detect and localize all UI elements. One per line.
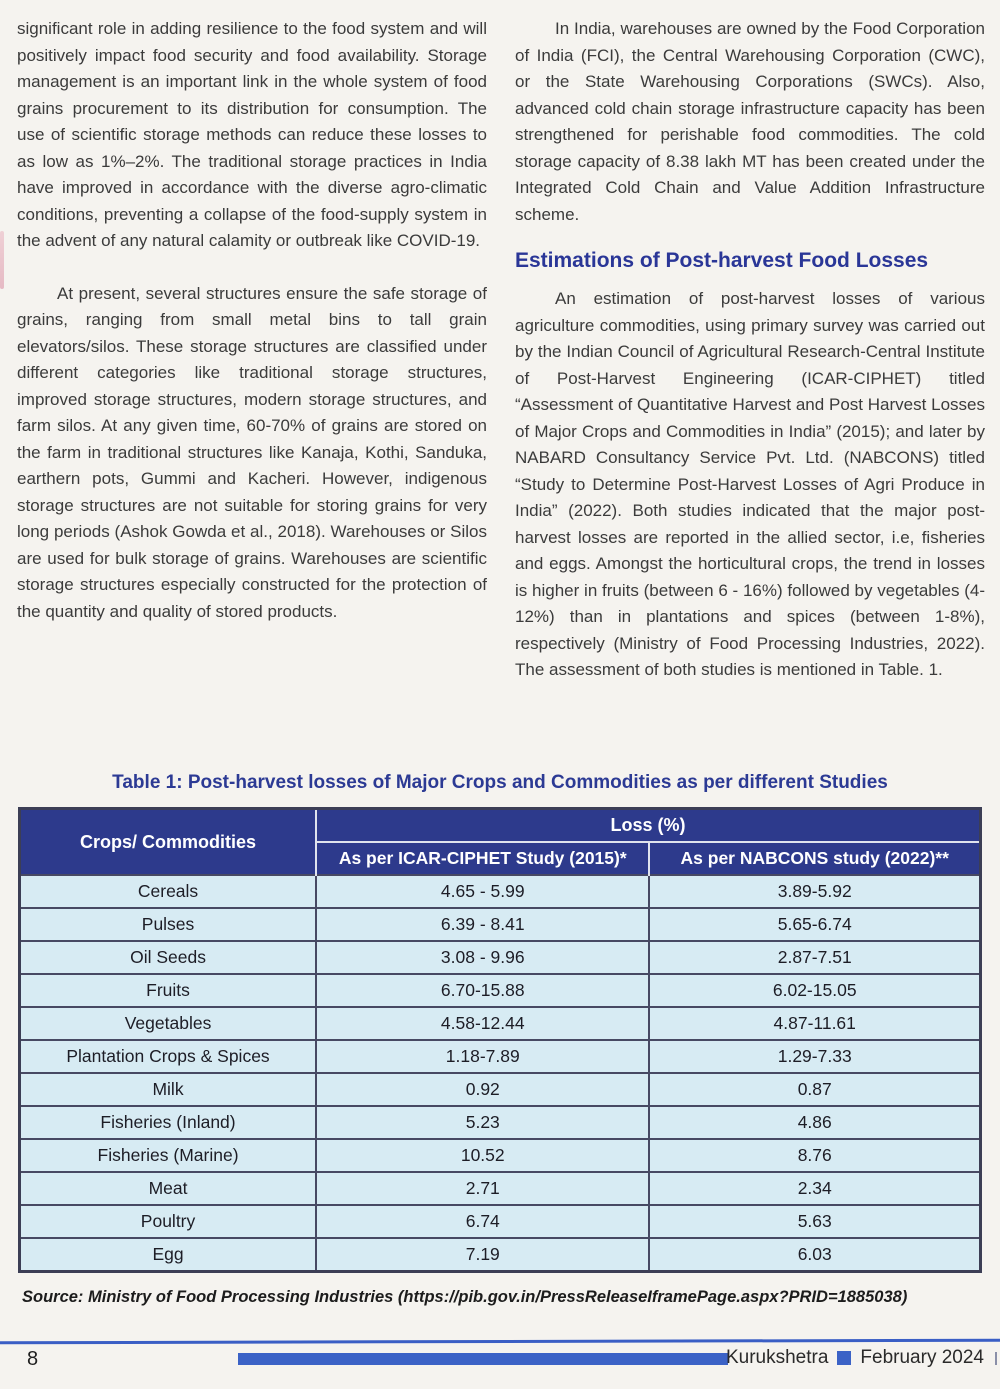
study1-cell: 3.08 - 9.96 bbox=[316, 941, 649, 974]
crop-cell: Cereals bbox=[21, 875, 316, 908]
crop-cell: Fisheries (Inland) bbox=[21, 1106, 316, 1139]
table-row bbox=[21, 1106, 979, 1139]
table-row bbox=[21, 1238, 979, 1270]
study2-cell: 2.34 bbox=[649, 1172, 979, 1205]
footer-rule bbox=[0, 1339, 1000, 1345]
losses-table bbox=[21, 810, 979, 1270]
footer-square-icon bbox=[837, 1351, 851, 1365]
table-row bbox=[21, 875, 979, 908]
paragraph: In India, warehouses are owned by the Food Corporation of India (FCI), the Central Warehousing Corporation (CWC), or the State Warehousing Corporations (SWCs). Also, advanced cold chain storage infrastructure capacity has been strengthened for perishable food commodities. The cold storage capacity of 8.38 lakh MT has been created under the Integrated Cold Chain and Value Addition Infrastructure scheme. bbox=[515, 19, 985, 224]
study1-cell: 6.39 - 8.41 bbox=[316, 908, 649, 941]
table-row bbox=[21, 974, 979, 1007]
section-heading: Estimations of Post-harvest Food Losses bbox=[515, 249, 929, 272]
study2-cell: 5.65-6.74 bbox=[649, 908, 979, 941]
header-crops-commodities: Crops/ Commodities bbox=[21, 810, 316, 875]
study1-cell: 6.74 bbox=[316, 1205, 649, 1238]
table-row bbox=[21, 941, 979, 974]
table-title: Table 1: Post-harvest losses of Major Crops and Commodities as per different Studies bbox=[112, 772, 888, 793]
table-row bbox=[21, 1172, 979, 1205]
study1-cell: 2.71 bbox=[316, 1172, 649, 1205]
study2-cell: 0.87 bbox=[649, 1073, 979, 1106]
paragraph: At present, several structures ensure the safe storage of grains, ranging from small metal bins to tall grain elevators/silos. These storage structures are classified under different categories like traditional storage structures, improved storage structures, modern storage structures, and farm silos. At any given time, 60-70% of grains are stored on the farm in traditional structures like Kanaja, Kothi, Sanduka, earthern pots, Gummi and Kacheri. However, indigenous storage structures are not suitable for storing grains for very long periods (Ashok Gowda et al., 2018). Warehouses or Silos are used for bulk storage of grains. Warehouses are scientific storage structures especially constructed for the protection of the quantity and quality of stored products. bbox=[17, 283, 487, 621]
crop-cell: Plantation Crops & Spices bbox=[21, 1040, 316, 1073]
header-loss-percent: Loss (%) bbox=[316, 810, 979, 842]
study2-cell: 2.87-7.51 bbox=[649, 941, 979, 974]
header-icar-ciphet-study: As per ICAR-CIPHET Study (2015)* bbox=[316, 842, 649, 875]
table-row bbox=[21, 1205, 979, 1238]
scan-artifact bbox=[0, 231, 4, 289]
table-row bbox=[21, 1139, 979, 1172]
table-row bbox=[21, 1040, 979, 1073]
footer-edge-mark bbox=[995, 1352, 997, 1365]
crop-cell: Poultry bbox=[21, 1205, 316, 1238]
header-nabcons-study: As per NABCONS study (2022)** bbox=[649, 842, 979, 875]
table-header bbox=[21, 810, 979, 875]
study2-cell: 6.03 bbox=[649, 1238, 979, 1270]
study2-cell: 5.63 bbox=[649, 1205, 979, 1238]
paragraph: An estimation of post-harvest losses of various agriculture commodities, using primary survey was carried out by the Indian Council of Agricultural Research-Central Institute of Post-Harvest Engineering (ICAR-CIPHET) titled “Assessment of Quantitative Harvest and Post Harvest Losses of Major Crops and Commodities in India” (2015); and later by NABARD Consultancy Service Pvt. Ltd. (NABCONS) titled “Study to Determine Post-Harvest Losses of Agri Produce in India” (2022). Both studies indicated that the major post-harvest losses are reported in the allied sector, i.e, fisheries and eggs. Amongst the horticultural crops, the trend in losses is higher in fruits (between 6 - 16%) followed by vegetables (4-12%) than in plantations and spices (between 1-8%), respectively (Ministry of Food Processing Industries, 2022). The assessment of both studies is mentioned in Table. 1. bbox=[515, 289, 985, 679]
study2-cell: 1.29-7.33 bbox=[649, 1040, 979, 1073]
study2-cell: 6.02-15.05 bbox=[649, 974, 979, 1007]
crop-cell: Vegetables bbox=[21, 1007, 316, 1040]
table-source: Source: Ministry of Food Processing Industries (https://pib.gov.in/PressReleaseIframePage.aspx?PRID=1885038) bbox=[22, 1288, 908, 1306]
study2-cell: 4.87-11.61 bbox=[649, 1007, 979, 1040]
table-body bbox=[21, 875, 979, 1270]
study1-cell: 5.23 bbox=[316, 1106, 649, 1139]
paragraph: significant role in adding resilience to the food system and will positively impact food security and food availability. Storage management is an important link in the whole system of food grains procurement to its distribution for consumption. The use of scientific storage methods can reduce these losses to as low as 1%–2%. The traditional storage practices in India have improved in accordance with the diverse agro-climatic conditions, preventing a collapse of the food-supply system in the advent of any natural calamity or outbreak like COVID-19. bbox=[17, 19, 487, 250]
study1-cell: 10.52 bbox=[316, 1139, 649, 1172]
study2-cell: 4.86 bbox=[649, 1106, 979, 1139]
crop-cell: Oil Seeds bbox=[21, 941, 316, 974]
table-row bbox=[21, 1073, 979, 1106]
crop-cell: Milk bbox=[21, 1073, 316, 1106]
page-number: 8 bbox=[27, 1348, 39, 1370]
footer-right bbox=[726, 1347, 997, 1369]
study1-cell: 0.92 bbox=[316, 1073, 649, 1106]
left-column bbox=[17, 16, 487, 764]
study2-cell: 8.76 bbox=[649, 1139, 979, 1172]
crop-cell: Fruits bbox=[21, 974, 316, 1007]
crop-cell: Pulses bbox=[21, 908, 316, 941]
right-column bbox=[515, 16, 985, 764]
losses-table-wrapper bbox=[18, 807, 982, 1273]
study1-cell: 7.19 bbox=[316, 1238, 649, 1270]
study1-cell: 4.58-12.44 bbox=[316, 1007, 649, 1040]
study1-cell: 6.70-15.88 bbox=[316, 974, 649, 1007]
study1-cell: 4.65 - 5.99 bbox=[316, 875, 649, 908]
study1-cell: 1.18-7.89 bbox=[316, 1040, 649, 1073]
footer-bar bbox=[238, 1353, 728, 1365]
table-row bbox=[21, 1007, 979, 1040]
issue-date: February 2024 bbox=[860, 1347, 984, 1368]
study2-cell: 3.89-5.92 bbox=[649, 875, 979, 908]
crop-cell: Meat bbox=[21, 1172, 316, 1205]
journal-name: Kurukshetra bbox=[725, 1347, 829, 1368]
table-row bbox=[21, 908, 979, 941]
crop-cell: Egg bbox=[21, 1238, 316, 1270]
crop-cell: Fisheries (Marine) bbox=[21, 1139, 316, 1172]
